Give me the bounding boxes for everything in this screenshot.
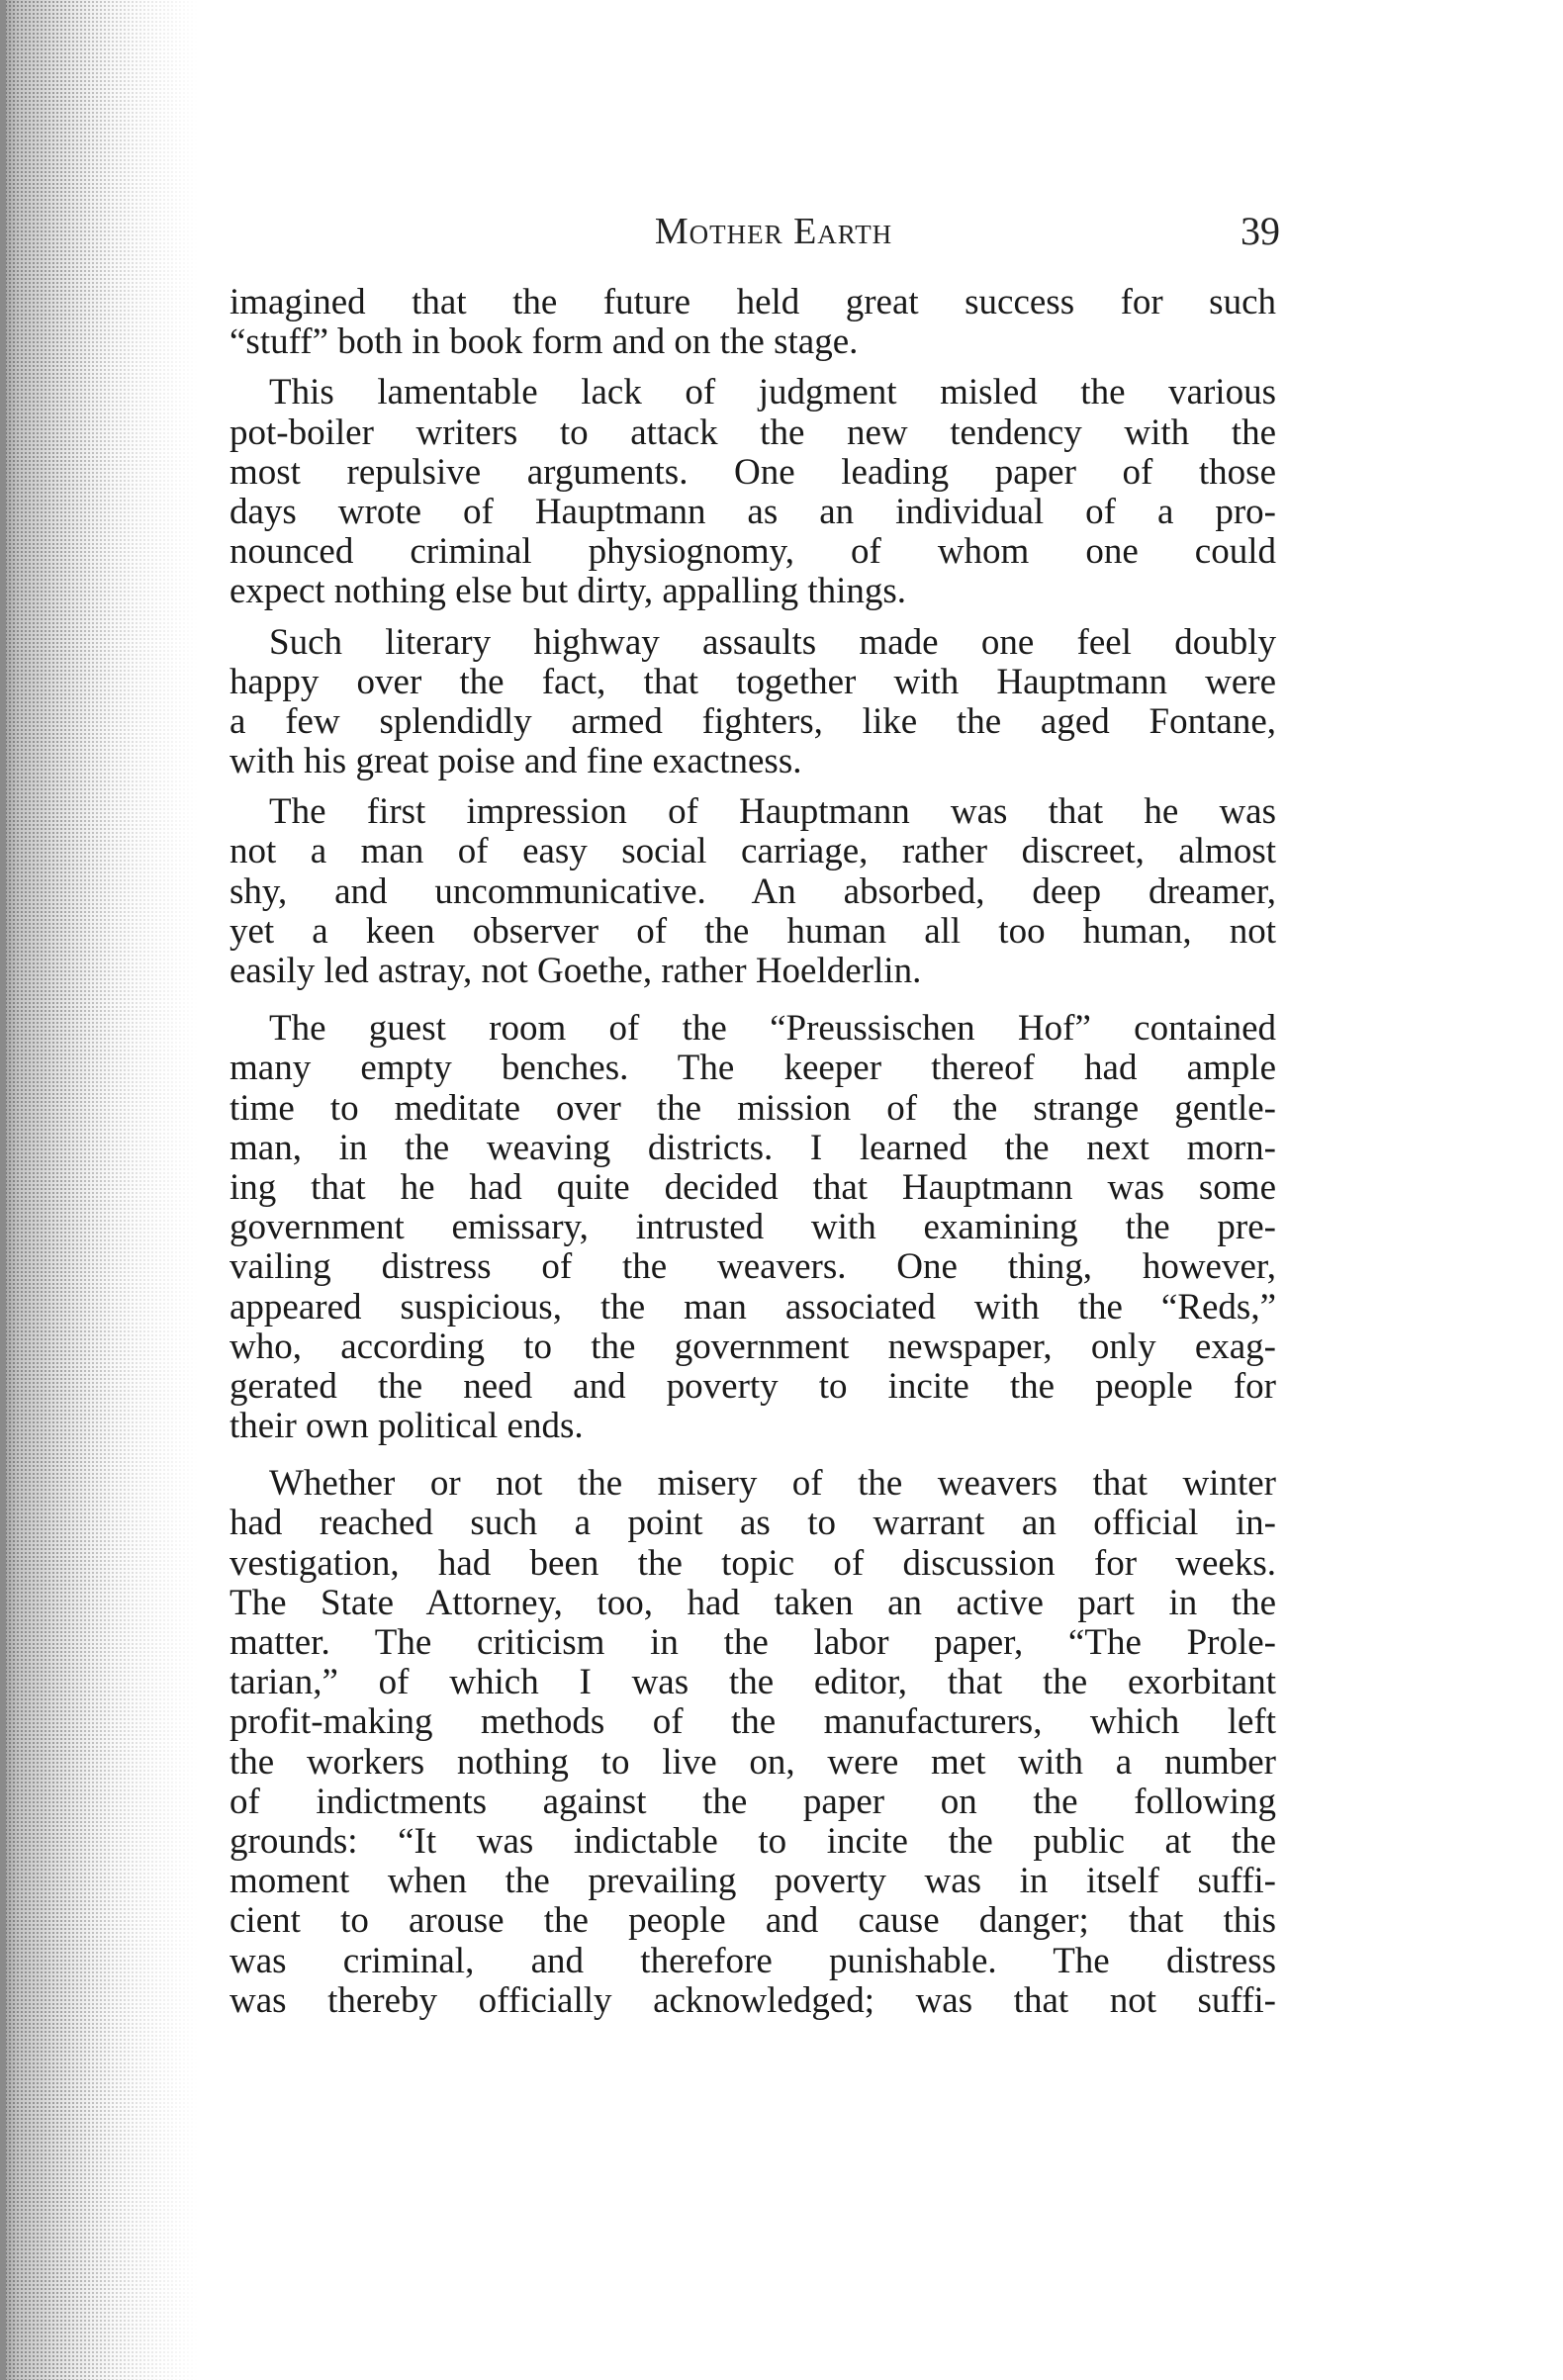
text-line: matter. The criticism in the labor paper, “The Prole- <box>230 1622 1276 1663</box>
text-line: imagined that the future held great success for such <box>230 282 1276 322</box>
text-line: moment when the prevailing poverty was in itself suffi- <box>230 1861 1276 1902</box>
paragraph <box>230 1009 1276 1446</box>
paragraph <box>230 1464 1276 2021</box>
text-line: most repulsive arguments. One leading paper of those <box>230 451 1276 493</box>
text-line: grounds: “It was indictable to incite the public at the <box>230 1820 1276 1862</box>
text-line: the workers nothing to live on, were met with a number <box>230 1741 1276 1783</box>
text-line: many empty benches. The keeper thereof had ample <box>230 1048 1276 1089</box>
text-line: was criminal, and therefore punishable. The distress <box>230 1940 1276 1981</box>
text-line: time to meditate over the mission of the strange gentle- <box>230 1087 1276 1129</box>
text-line: government emissary, intrusted with examining the pre- <box>230 1207 1276 1248</box>
text-line: tarian,” of which I was the editor, that the exorbitant <box>230 1662 1276 1703</box>
body-text <box>230 283 1276 2021</box>
text-line: pot-boiler writers to attack the new tendency with the <box>230 412 1276 453</box>
text-line: ing that he had quite decided that Hauptmann was some <box>230 1166 1276 1208</box>
text-line: a few splendidly armed fighters, like the aged Fontane, <box>230 700 1276 742</box>
text-line: their own political ends. <box>230 1406 584 1447</box>
text-line: Whether or not the misery of the weavers that winter <box>269 1463 1276 1505</box>
text-line: appeared suspicious, the man associated with the “Reds,” <box>230 1286 1276 1327</box>
text-line: days wrote of Hauptmann as an individual of a pro- <box>230 491 1276 532</box>
text-line: of indictments against the paper on the following <box>230 1781 1276 1822</box>
text-line: gerated the need and poverty to incite the people for <box>230 1365 1276 1407</box>
paragraph <box>230 792 1276 991</box>
text-line: The State Attorney, too, had taken an active part in the <box>230 1582 1276 1623</box>
text-line: not a man of easy social carriage, rather discreet, almost <box>230 831 1276 872</box>
text-line: profit-making methods of the manufacturers, which left <box>230 1701 1276 1743</box>
text-line: happy over the fact, that together with Hauptmann were <box>230 661 1276 702</box>
paragraph <box>230 283 1276 362</box>
paragraph <box>230 373 1276 611</box>
running-head <box>230 210 1278 269</box>
text-line: This lamentable lack of judgment misled the various <box>269 372 1276 413</box>
text-line: who, according to the government newspaper, only exag- <box>230 1326 1276 1367</box>
text-line: shy, and uncommunicative. An absorbed, deep dreamer, <box>230 870 1276 912</box>
page-number: 39 <box>1241 209 1280 253</box>
text-line: The first impression of Hauptmann was that he was <box>269 791 1276 833</box>
text-line: was thereby officially acknowledged; was that not suffi- <box>230 1979 1276 2021</box>
text-line: Such literary highway assaults made one feel doubly <box>269 621 1276 663</box>
scan-page-edge <box>0 0 6 2380</box>
text-line: expect nothing else but dirty, appalling things. <box>230 571 907 612</box>
text-line: cient to arouse the people and cause danger; that this <box>230 1900 1276 1942</box>
text-line: The guest room of the “Preussischen Hof” contained <box>269 1008 1276 1050</box>
paragraph <box>230 623 1276 782</box>
text-line: nounced criminal physiognomy, of whom one could <box>230 531 1276 573</box>
text-line: easily led astray, not Goethe, rather Hoelderlin. <box>230 951 922 991</box>
text-line: vailing distress of the weavers. One thing, however, <box>230 1246 1276 1288</box>
text-line: man, in the weaving districts. I learned the next morn- <box>230 1127 1276 1168</box>
text-line: “stuff” both in book form and on the stage. <box>230 321 859 363</box>
text-line: vestigation, had been the topic of discussion for weeks. <box>230 1542 1276 1584</box>
text-line: had reached such a point as to warrant an official in- <box>230 1503 1276 1544</box>
text-line: yet a keen observer of the human all too human, not <box>230 910 1276 952</box>
running-title: Mother Earth <box>654 211 893 252</box>
scan-gutter-shadow <box>0 0 198 2380</box>
text-line: with his great poise and fine exactness. <box>230 741 802 782</box>
